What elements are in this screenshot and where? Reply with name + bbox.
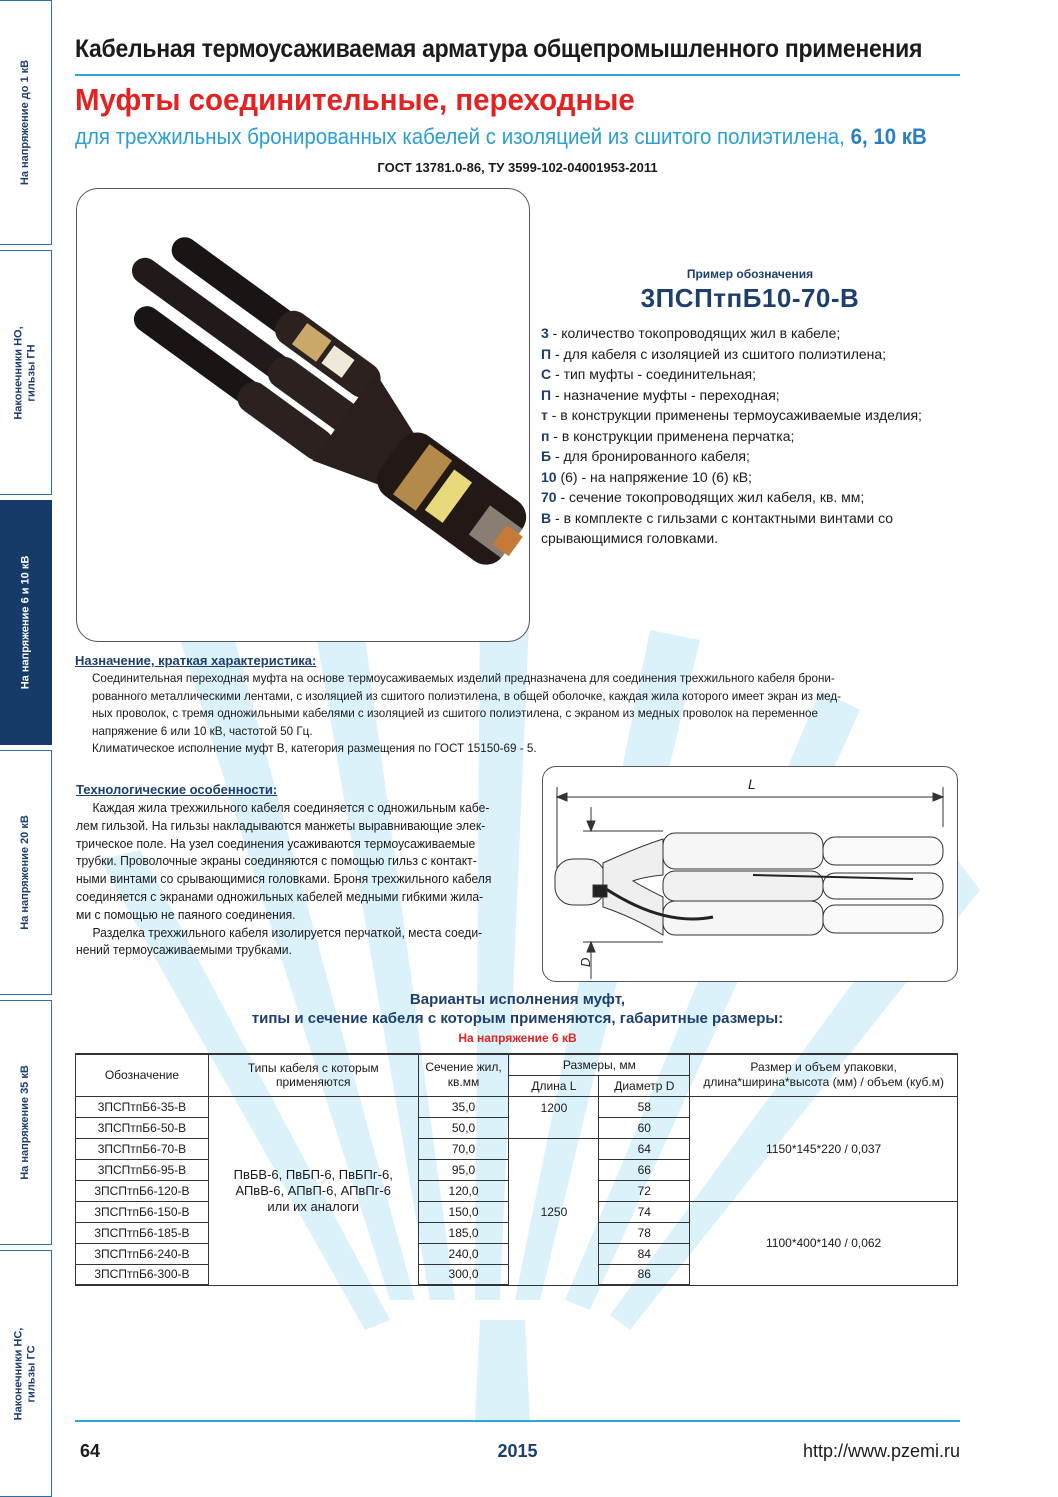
- purpose-line: ных проволок, с тремя одножильными кабелями с изоляцией из сшитого полиэтилена, с экраном из медных проволок на переменное: [92, 706, 818, 720]
- product-photo: [76, 188, 530, 642]
- tech-line: трубки. Проволочные экраны соединяются с помощью гильз с контакт-: [76, 854, 477, 869]
- tech-line: Каждая жила трехжильного кабеля соединяется с одножильным кабе-: [92, 801, 490, 815]
- col-designation: Обозначение: [76, 1054, 209, 1096]
- tech-line: ными винтами со срывающимися головками. Броня трехжильного кабеля: [76, 872, 492, 887]
- tab-label: На напряжение 20 кВ: [19, 815, 32, 930]
- standards: ГОСТ 13781.0-86, ТУ 3599-102-04001953-2011: [377, 160, 658, 175]
- cell-designation: 3ПСПтпБ6-185-В: [76, 1222, 209, 1243]
- tech-text: [76, 800, 522, 960]
- col-length: Длина L: [509, 1075, 599, 1096]
- tab-voltage-20kv[interactable]: [0, 750, 52, 995]
- cell-designation: 3ПСПтпБ6-240-В: [76, 1243, 209, 1264]
- legend-item: [541, 344, 961, 365]
- legend-key: В: [541, 509, 552, 526]
- cell-designation: 3ПСПтпБ6-70-В: [76, 1138, 209, 1159]
- cell-diameter: 64: [599, 1138, 690, 1159]
- tech-line: нений термоусаживаемыми трубками.: [76, 943, 292, 958]
- cell-section: 95,0: [418, 1159, 509, 1180]
- legend-text: - назначение муфты - переходная;: [551, 386, 780, 403]
- cell-designation: 3ПСПтпБ6-120-В: [76, 1180, 209, 1201]
- cable-joint-illustration: [77, 189, 530, 642]
- tab-voltage-1kv[interactable]: [0, 0, 52, 245]
- tech-line: трическое поле. На узел соединения усаживаются термоусаживаемые: [76, 836, 476, 851]
- example-code: 3ПСПтпБ10-70-В: [640, 283, 860, 313]
- cell-package: 1150*145*220 / 0,037: [690, 1096, 958, 1201]
- cell-designation: 3ПСПтпБ6-150-В: [76, 1201, 209, 1222]
- tab-lugs-ns[interactable]: [0, 1250, 52, 1497]
- title-rule: [75, 74, 960, 76]
- purpose-text: [92, 670, 946, 758]
- dimension-diagram: [542, 766, 958, 982]
- tab-label: Наконечники НС, гильзы ГС: [12, 1327, 38, 1420]
- legend-item: [541, 467, 961, 488]
- cell-designation: 3ПСПтпБ6-95-В: [76, 1159, 209, 1180]
- cell-package: 1100*400*140 / 0,062: [690, 1201, 958, 1285]
- cell-section: 50,0: [418, 1117, 509, 1138]
- tab-label: Наконечники НО, гильзы ГН: [12, 325, 38, 420]
- purpose-line: рованного металлическими лентами, с изоляцией из сшитого полиэтилена, в общей оболочке, каждая жила которого имеет экран из мед-: [92, 688, 842, 703]
- footer-rule: [75, 1420, 960, 1422]
- table-row: [76, 1096, 958, 1117]
- variants-title-line1: Варианты исполнения муфт,: [409, 991, 626, 1008]
- legend-key: П: [541, 386, 552, 403]
- legend-text: - для бронированного кабеля;: [551, 448, 750, 464]
- diagram-drawing: [543, 767, 959, 983]
- cell-section: 185,0: [418, 1222, 509, 1243]
- cell-diameter: 60: [599, 1117, 690, 1138]
- legend-key: п: [541, 427, 550, 444]
- cell-diameter: 74: [599, 1201, 690, 1222]
- cell-section: 150,0: [418, 1201, 509, 1222]
- col-dimensions: Размеры, мм: [509, 1054, 690, 1075]
- tech-line: лем гильзой. На гильзы накладываются манжеты выравнивающие элек-: [76, 818, 486, 833]
- purpose-title: Назначение, краткая характеристика:: [75, 653, 317, 668]
- cell-designation: 3ПСПтпБ6-35-В: [76, 1096, 209, 1117]
- diagram-label-diameter: D: [578, 957, 593, 967]
- variants-title-line2: типы и сечение кабеля с которым применяются, габаритные размеры:: [251, 1010, 784, 1027]
- tech-line: соединяется с экранами одножильных кабелей медными гибкими жила-: [76, 889, 484, 904]
- section-tabs: [0, 0, 52, 1497]
- legend-key: С: [541, 366, 552, 382]
- cell-designation: 3ПСПтпБ6-300-В: [76, 1264, 209, 1285]
- footer-year: 2015: [497, 1441, 538, 1461]
- variants-title: [75, 990, 960, 1028]
- legend-item: [541, 364, 961, 385]
- variants-subtitle: На напряжение 6 кВ: [458, 1031, 577, 1045]
- cell-section: 300,0: [418, 1264, 509, 1285]
- legend-key: 3: [541, 325, 549, 341]
- legend-text: (6) - на напряжение 10 (6) кВ;: [556, 468, 752, 485]
- cell-diameter: 66: [599, 1159, 690, 1180]
- purpose-line: Климатическое исполнение муфт В, категория размещения по ГОСТ 15150-69 - 5.: [92, 741, 537, 755]
- legend-text: - количество токопроводящих жил в кабеле;: [548, 325, 841, 341]
- cell-designation: 3ПСПтпБ6-50-В: [76, 1117, 209, 1138]
- tech-title: Технологические особенности:: [76, 782, 278, 797]
- cell-length: 1250: [509, 1138, 599, 1285]
- legend-key: 70: [541, 489, 557, 505]
- legend-item: [541, 508, 961, 549]
- page-number: 64: [80, 1441, 101, 1461]
- diagram-label-length: L: [748, 776, 756, 792]
- variants-table: [75, 1053, 958, 1286]
- cell-diameter: 86: [599, 1264, 690, 1285]
- legend-key: П: [541, 345, 552, 362]
- legend-item: [541, 385, 961, 406]
- footer-url[interactable]: http://www.pzemi.ru: [802, 1441, 960, 1461]
- tab-label: На напряжение 35 кВ: [19, 1065, 32, 1180]
- cell-diameter: 72: [599, 1180, 690, 1201]
- tab-label: На напряжение 6 и 10 кВ: [19, 555, 32, 690]
- cell-diameter: 58: [599, 1096, 690, 1117]
- voltage-text: 6, 10 кВ: [850, 124, 927, 149]
- tab-lugs-no[interactable]: [0, 250, 52, 495]
- cell-section: 70,0: [418, 1138, 509, 1159]
- table-header-row: [76, 1054, 958, 1075]
- legend-text: - тип муфты - соединительная;: [551, 366, 757, 382]
- legend-item: [541, 446, 961, 467]
- legend-text: - в комплекте с гильзами с контактными винтами со срывающимися головками.: [541, 509, 894, 546]
- page-subtitle: Муфты соединительные, переходные: [75, 82, 635, 117]
- col-package: Размер и объем упаковки, длина*ширина*высота (мм) / объем (куб.м): [690, 1054, 958, 1096]
- legend-text: - в конструкции применены термоусаживаемые изделия;: [547, 407, 922, 423]
- tech-line: Разделка трехжильного кабеля изолируется перчаткой, места соеди-: [92, 925, 483, 940]
- tab-label: На напряжение до 1 кВ: [19, 59, 31, 186]
- legend-item: [541, 323, 961, 344]
- cell-cable-types: ПвБВ-6, ПвБП-6, ПвБПг-6, АПвВ-6, АПвП-6, АПвПг-6 или их аналоги: [208, 1096, 418, 1285]
- description-text: для трехжильных бронированных кабелей с изоляцией из сшитого полиэтилена,: [75, 124, 845, 149]
- cell-section: 120,0: [418, 1180, 509, 1201]
- legend-item: [541, 487, 961, 508]
- col-section: Сечение жил, кв.мм: [418, 1054, 509, 1096]
- legend-key: т: [541, 407, 548, 423]
- cell-diameter: 78: [599, 1222, 690, 1243]
- purpose-line: напряжение 6 или 10 кВ, частотой 50 Гц.: [92, 723, 313, 738]
- legend-text: - для кабеля с изоляцией из сшитого полиэтилена;: [551, 345, 887, 362]
- example-title: Пример обозначения: [686, 267, 814, 281]
- col-diameter: Диаметр D: [599, 1075, 690, 1096]
- legend-key: Б: [541, 448, 552, 464]
- tab-voltage-35kv[interactable]: [0, 1000, 52, 1245]
- legend-item: [541, 426, 961, 447]
- legend-item: [541, 405, 961, 426]
- legend-key: 10: [541, 468, 557, 485]
- cell-diameter: 84: [599, 1243, 690, 1264]
- tab-voltage-6-10kv[interactable]: [0, 500, 52, 745]
- col-cable-types: Типы кабеля с которым применяются: [208, 1054, 418, 1096]
- designation-legend: [541, 323, 961, 549]
- tech-line: ми с помощью не паяного соединения.: [76, 907, 296, 922]
- cell-length: 1200: [509, 1096, 599, 1138]
- legend-text: - в конструкции применена перчатка;: [549, 427, 795, 444]
- cell-section: 240,0: [418, 1243, 509, 1264]
- legend-text: - сечение токопроводящих жил кабеля, кв. мм;: [556, 489, 865, 505]
- cell-section: 35,0: [418, 1096, 509, 1117]
- page-description: [75, 124, 927, 150]
- purpose-line: Соединительная переходная муфта на основе термоусаживаемых изделий предназначена для соединения трехжильного кабеля брони-: [92, 671, 835, 685]
- page-title: Кабельная термоусаживаемая арматура общепромышленного применения: [75, 35, 923, 63]
